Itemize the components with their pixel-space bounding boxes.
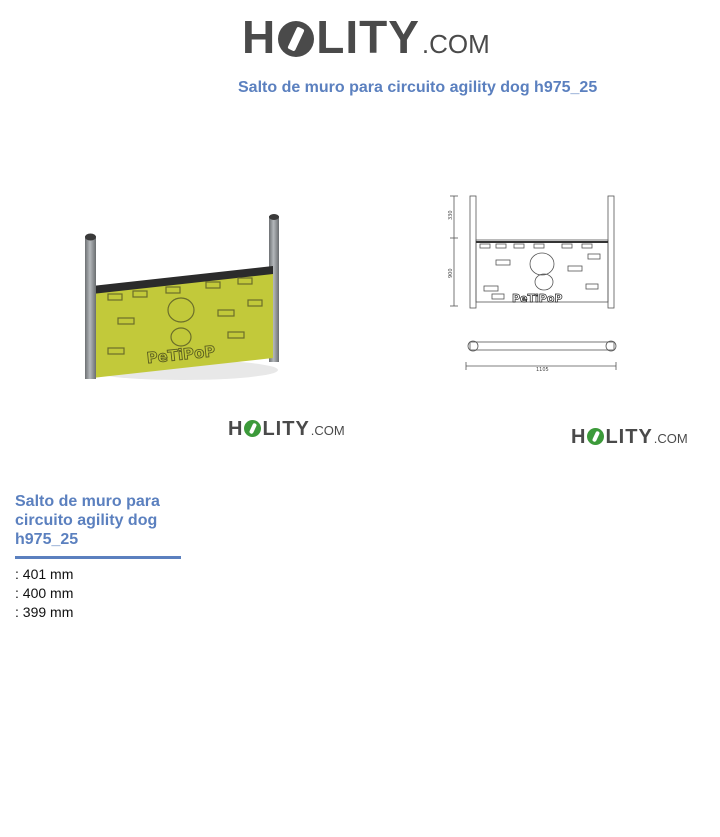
spec-value: 401 mm <box>22 566 74 582</box>
product-image <box>78 210 288 385</box>
logo-brand-suffix: LITY <box>262 418 310 440</box>
logo-brand-prefix: H <box>228 418 244 440</box>
logo-domain: .COM <box>421 29 490 59</box>
spec-list <box>15 565 73 622</box>
dim-top-label: 330 <box>448 210 454 220</box>
logo-domain: .COM <box>653 431 688 446</box>
holity-logo[interactable] <box>242 10 490 64</box>
logo-o-icon <box>278 21 314 57</box>
logo-brand-prefix: H <box>242 11 277 63</box>
product-panel-text: PeTiPoP <box>145 342 217 368</box>
holity-logo-small-left[interactable] <box>228 418 345 441</box>
logo-o-icon <box>587 428 604 445</box>
spec-row: : 399 mm <box>15 604 74 620</box>
spec-row: : 400 mm <box>15 585 74 601</box>
logo-o-icon <box>244 420 261 437</box>
logo-brand-suffix: LITY <box>316 11 420 63</box>
spec-value: 400 mm <box>22 585 74 601</box>
logo-domain: .COM <box>310 423 345 438</box>
spec-value: 399 mm <box>22 604 74 620</box>
logo-brand-prefix: H <box>571 426 587 448</box>
dim-mid-label: 900 <box>448 268 454 278</box>
drawing-panel-text: PeTiPoP <box>512 292 563 305</box>
holity-logo-small-right[interactable] <box>571 426 688 449</box>
dim-width-label: 1105 <box>536 367 549 373</box>
logo-brand-suffix: LITY <box>605 426 653 448</box>
spec-row: : 401 mm <box>15 566 74 582</box>
page-title: Salto de muro para circuito agility dog h975_25 <box>238 79 598 96</box>
product-side-title: Salto de muro para circuito agility dog h975_25 <box>15 492 181 559</box>
technical-drawing <box>444 190 624 380</box>
